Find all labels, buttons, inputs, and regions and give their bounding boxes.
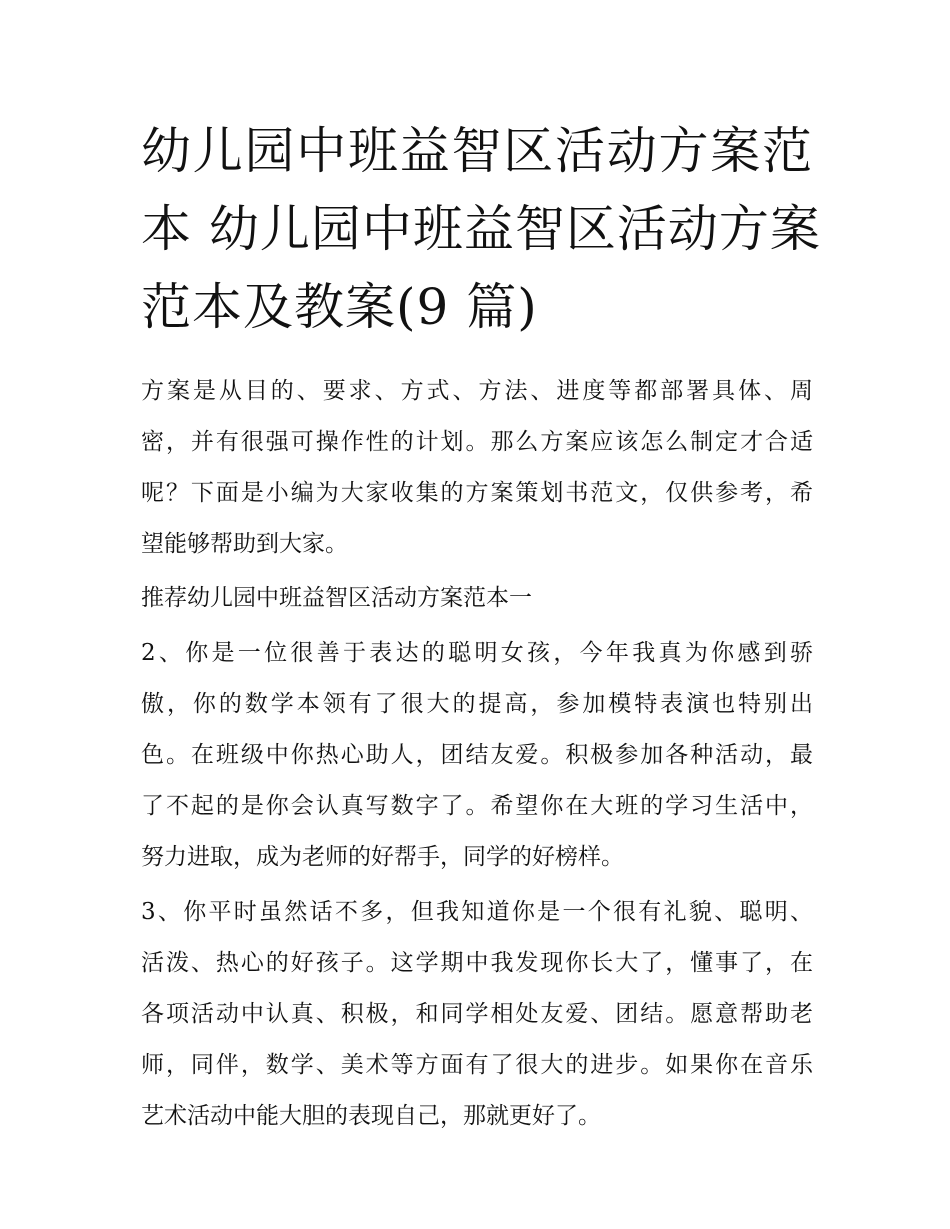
title-line-2: 本 幼儿园中班益智区活动方案 [141, 200, 821, 258]
subheading-text: 推荐幼儿园中班益智区活动方案范本一 [141, 585, 532, 611]
intro-line-1: 方案是从目的、要求、方式、方法、进度等都部署具体、周 [141, 378, 813, 404]
item-2-line-3: 色。在班级中你热心助人，团结友爱。积极参加各种活动，最 [141, 742, 813, 768]
intro-paragraph [141, 366, 813, 570]
item-2-line-4: 了不起的是你会认真写数字了。希望你在大班的学习生活中， [141, 793, 813, 819]
item-3-line-4: 师，同伴，数学、美术等方面有了很大的进步。如果你在音乐 [141, 1052, 813, 1078]
item-2-line-5: 努力进取，成为老师的好帮手，同学的好榜样。 [141, 844, 624, 870]
item-2-line-2: 傲，你的数学本领有了很大的提高，参加模特表演也特别出 [141, 691, 813, 717]
item-2-paragraph [141, 628, 813, 883]
document-body [141, 112, 821, 1142]
item-3-line-3: 各项活动中认真、积极，和同学相处友爱、团结。愿意帮助老 [141, 1001, 813, 1027]
section-subheading [141, 573, 813, 624]
title-line-1: 幼儿园中班益智区活动方案范 [141, 122, 813, 180]
document-title [141, 112, 821, 346]
item-3-line-1: 3、你平时虽然话不多，但我知道你是一个很有礼貌、聪明、 [141, 899, 813, 925]
title-line-3: 范本及教案(9 篇) [141, 278, 538, 336]
item-3-paragraph [141, 887, 813, 1142]
item-3-line-2: 活泼、热心的好孩子。这学期中我发现你长大了，懂事了，在 [141, 950, 813, 976]
intro-line-4: 望能够帮助到大家。 [141, 531, 348, 557]
item-2-line-1: 2、你是一位很善于表达的聪明女孩，今年我真为你感到骄 [141, 640, 813, 666]
intro-line-3: 呢？下面是小编为大家收集的方案策划书范文，仅供参考，希 [141, 480, 813, 506]
item-3-line-5: 艺术活动中能大胆的表现自己，那就更好了。 [141, 1103, 601, 1129]
intro-line-2: 密，并有很强可操作性的计划。那么方案应该怎么制定才合适 [141, 429, 813, 455]
